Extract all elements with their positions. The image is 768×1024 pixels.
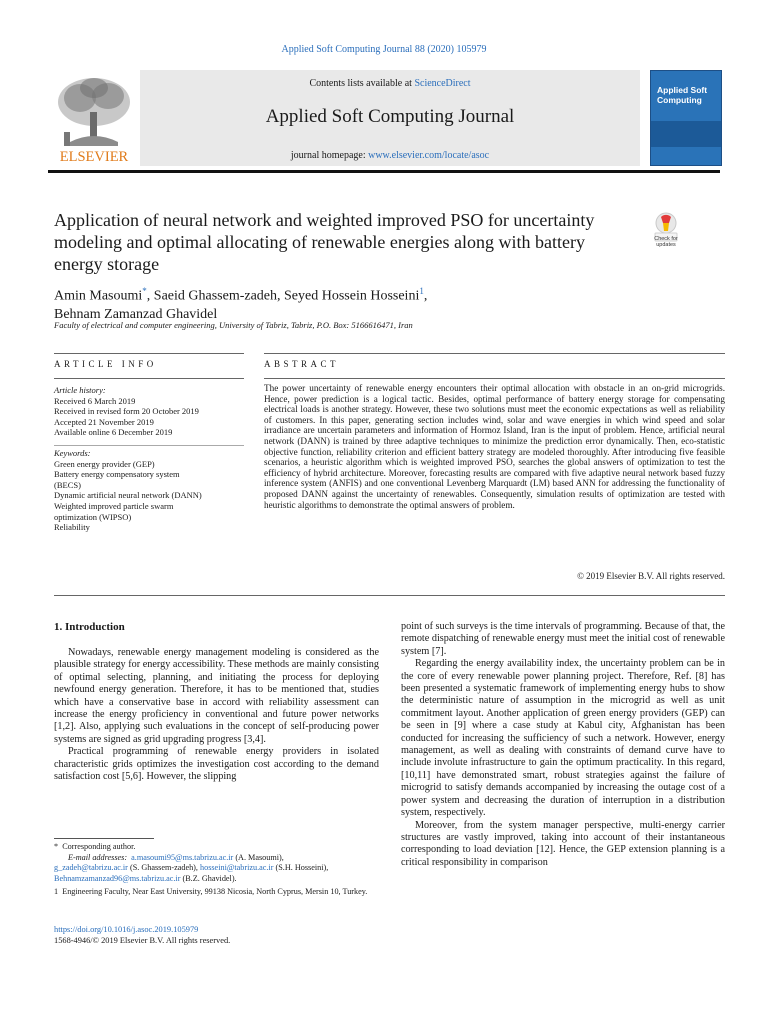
email-link[interactable]: hosseini@tabrizu.ac.ir (200, 863, 274, 873)
abstract-top-rule (264, 353, 725, 354)
contents-availability (140, 78, 640, 89)
info-top-rule (54, 353, 244, 354)
masthead (48, 70, 720, 166)
history-item: Available online 6 December 2019 (54, 427, 173, 438)
article-history (54, 385, 244, 438)
journal-reference[interactable]: Applied Soft Computing Journal 88 (2020) 105979 (281, 44, 487, 55)
history-item: Accepted 21 November 2019 (54, 416, 154, 427)
journal-header-band (140, 70, 640, 166)
journal-cover-thumbnail[interactable] (650, 70, 722, 166)
keyword-item: Dynamic artificial neural network (DANN) (54, 490, 202, 501)
body-paragraph: Regarding the energy availability index, the uncertainty problem can be in the core of every renewable power planning project. Therefore, Ref. [8] has been presented a systematic framework of implementing energy hubs to show the deterministic nature of assumption in the microgrid as well as unit commitment layout. Another application of green energy providers (GEP) can be seen in [9] where a case study at Kabul city, Afghanistan has been conducted for increasing the sufficiency of such a network. However, energy management, as well as dealing with constraints of demand curve have to include involute infrastructure to gain the optimum practicality. In this regard, [10,11] have demonstrated smart, robust strategies against the failure of microgrid to satisfy demands accompanied by increasing the outage cost of a power system and decreasing the duration of interruption in a distribution system, respectively. (401, 658, 725, 819)
keyword-item: Reliability (54, 522, 90, 533)
keyword-item: Battery energy compensatory system (54, 469, 180, 480)
email-link[interactable]: Behnamzamanzad96@ms.tabrizu.ac.ir (54, 873, 181, 883)
body-paragraph: Nowadays, renewable energy management modeling is considered as the plausible strategy for energy accessibility. These methods are mainly consisting of optimal selecting, planning, and initiating the process for deploying newfound energy generation. Therefore, it has to be mentioned that, studies which have a conservative base in accord with reliability assessment can increase the energy proficiency in conventional and future power networks [1,2]. Also, applying such evaluations in the concept of self-producing power systems are signed as grid upgrading progress [3,4]. (54, 647, 379, 745)
body-paragraph: Moreover, from the system manager perspective, multi-energy carrier structures are vastly improved, taking into account of their instantaneous corresponding to load deviation [12]. Hence, the GEP extension planning is a critical responsibility in comparison (401, 819, 725, 868)
email-label: E-mail addresses: (68, 852, 128, 862)
article-info-heading: ARTICLE INFO (54, 359, 157, 369)
keyword-item: (BECS) (54, 479, 81, 490)
keywords (54, 448, 244, 533)
keyword-item: Weighted improved particle swarm (54, 500, 174, 511)
elsevier-tree-logo (50, 72, 138, 164)
introduction-heading: 1. Introduction (54, 621, 125, 633)
footnote-mark: 1 (54, 887, 59, 897)
author-list (54, 282, 674, 324)
history-label: Article history: (54, 385, 106, 395)
keyword-item: optimization (WIPSO) (54, 511, 132, 522)
email-owner: (B.Z. Ghavidel). (182, 873, 237, 883)
homepage-link[interactable]: www.elsevier.com/locate/asoc (368, 150, 490, 161)
affiliation: Faculty of electrical and computer engineering, University of Tabriz, Tabriz, P.O. Box: 5166616471, Iran (54, 320, 413, 330)
homepage-prefix: journal homepage: (290, 150, 369, 161)
body-paragraph: point of such surveys is the time intervals of programming. Because of that, the remote dispatching of renewable energy must meet the initial cost of renewable system [7]. (401, 621, 725, 657)
info-heading-rule (54, 378, 244, 379)
cover-stripe (651, 121, 721, 147)
corresponding-author-note: Corresponding author. (62, 842, 136, 851)
email-link[interactable]: a.masoumi95@ms.tabrizu.ac.ir (131, 852, 234, 862)
keyword-item: Green energy provider (GEP) (54, 458, 155, 469)
email-owner: (A. Masoumi), (235, 852, 284, 862)
author-names: , Saeid Ghassem-zadeh, Seyed Hossein Hosseini (146, 288, 420, 304)
body-right-column (401, 621, 725, 869)
abstract-heading: ABSTRACT (264, 359, 340, 369)
affiliation-mark[interactable]: 1 (419, 286, 424, 296)
sciencedirect-link[interactable]: ScienceDirect (414, 78, 471, 89)
abstract-text: The power uncertainty of renewable energy encounters their optimal allocation with obstacle in an on-grid microgrids. Hence, power prediction is a logical tactic. Besides, optimal performance of battery energy storage for compensating electrical loads is another strategy. However, these two solutions must meet the economic expectations as well as reliability of customers. In this paper, generating section includes wind, solar and wave energies in which wind speed and solar irradiance are uncertain parameters and information of Hormoz Island, Iran is the input of problem. Hence, artificial neural network (DANN) is trained by three adaptive techniques to minimize the prediction error dynamically. Then, eco-statistic objective function, reliability criterion and efficient battery strategy are modeled thoroughly. After introducing five feasible scenarios, a heuristic algorithm which is weighted improved PSO, searches the global answers of optimization to test the efficiency of hybrid architecture. Moreover, forecasting results are compared with five adaptive neural network based fuzzy inference system (ANFIS) and one conventional Levenberg Marquardt (LM) based ANN for addressing the functionality of proposed DANN against the uncertainty of renewables. Consequently, simulation results of optimization are tested with heuristic algorithms to demonstrate the optimal answers of problem. (264, 383, 725, 510)
elsevier-wordmark: ELSEVIER (59, 149, 129, 164)
author-name: Behnam Zamanzad Ghavidel (54, 306, 218, 322)
doi-block (54, 924, 230, 946)
header-divider (48, 170, 720, 173)
doi-link[interactable]: https://doi.org/10.1016/j.asoc.2019.105979 (54, 925, 199, 934)
footnotes (54, 842, 384, 898)
email-owner: (S.H. Hosseini), (275, 863, 329, 873)
cover-title: Applied Soft Computing (657, 85, 708, 105)
keywords-label: Keywords: (54, 448, 91, 458)
author-separator: , (423, 288, 428, 304)
keywords-rule (54, 445, 244, 446)
history-item: Received 6 March 2019 (54, 395, 136, 406)
abstract-bottom-rule (54, 595, 725, 596)
footnote-rule (54, 838, 154, 839)
article-title: Application of neural network and weighted improved PSO for uncertainty modeling and optimal allocating of renewable energies along with battery energy storage (54, 210, 595, 274)
body-left-column (54, 647, 379, 783)
issn-line: 1568-4946/© 2019 Elsevier B.V. All rights reserved. (54, 936, 231, 945)
history-item: Received in revised form 20 October 2019 (54, 406, 199, 417)
footnote-star: * (54, 842, 59, 851)
affiliation-footnote: Engineering Faculty, Near East University, 99138 Nicosia, North Cyprus, Mersin 10, Turkey. (62, 887, 368, 897)
check-for-updates-label: Check for updates (654, 236, 678, 248)
author-name: Amin Masoumi (54, 288, 143, 304)
abstract-heading-rule (264, 378, 725, 379)
contents-prefix: Contents lists available at (309, 78, 415, 89)
journal-title: Applied Soft Computing Journal (265, 106, 515, 127)
email-owner: (S. Ghassem-zadeh), (129, 863, 198, 873)
email-link[interactable]: g_zadeh@tabrizu.ac.ir (54, 863, 128, 873)
body-paragraph: Practical programming of renewable energy providers in isolated characteristic grids optimizes the investigation cost according to the demand satisfaction cost [5,6]. However, the slipping (54, 746, 379, 783)
corresponding-author-mark[interactable]: * (142, 286, 147, 296)
abstract-copyright: © 2019 Elsevier B.V. All rights reserved. (577, 571, 725, 581)
journal-homepage (140, 150, 640, 161)
